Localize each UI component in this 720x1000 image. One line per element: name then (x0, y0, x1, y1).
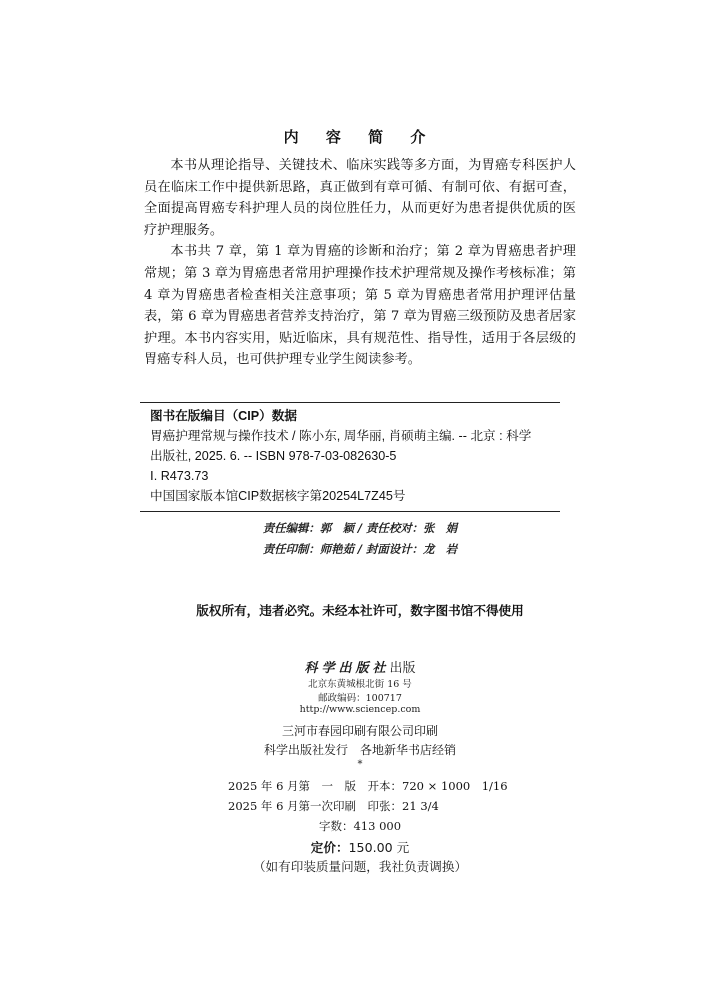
copyright-notice: 版权所有，违者必究。未经本社许可，数字图书馆不得使用 (196, 603, 524, 618)
summary-paragraph: 本书共 7 章，第 1 章为胃癌的诊断和治疗；第 2 章为胃癌患者护理常规；第 3 章为胃癌患者常用护理操作技术护理常规及操作考核标准；第 4 章为胃癌患者检查相关注意事项；第 5 章为胃癌患者常用护理评估量表，第 6 章为胃癌患者营养支持治疗，第 7 章为胃癌三级预防及患者居家护理。本书内容实用，贴近临床，具有规范性、指导性，适用于各层级的胃癌专科人员，也可供护理专业学生阅读参考。 (144, 244, 576, 368)
price-label: 定价： (310, 840, 349, 855)
cip-heading: 图书在版编目（CIP）数据 (150, 409, 297, 423)
cip-line: 中国国家版本馆CIP数据核字第20254L7Z45号 (150, 489, 406, 503)
cip-line: 胃癌护理常规与操作技术 / 陈小东, 周华丽, 肖硕萌主编. -- 北京 : 科学 (150, 429, 532, 443)
cip-line: 出版社, 2025. 6. -- ISBN 978-7-03-082630-5 (150, 449, 397, 463)
price-line (0, 837, 720, 856)
editors-block (0, 518, 720, 560)
publisher-address: 北京东黄城根北街 16 号 (308, 679, 412, 690)
edition-line: 2025 年 6 月第 一 版 开本：720 × 1000 1/16 (228, 779, 508, 793)
summary-paragraph: 本书从理论指导、关键技术、临床实践等多方面，为胃癌专科医护人员在临床工作中提供新思路，真正做到有章可循、有制可依、有据可查，全面提高胃癌专科护理人员的岗位胜任力，从而更好为患者提供优质的医疗护理服务。 (144, 158, 576, 238)
summary-body (144, 155, 576, 371)
printer-line: 三河市春园印刷有限公司印刷 (281, 724, 438, 738)
divider (140, 511, 560, 512)
quality-note: （如有印装质量问题，我社负责调换） (252, 859, 468, 874)
publisher-name: 科学出版社 (304, 661, 390, 676)
distribution-line: 科学出版社发行 各地新华书店经销 (263, 743, 456, 757)
editors-line: 责任编辑：郭 颖 / 责任校对：张 娟 (262, 521, 458, 535)
publisher-website: http://www.sciencep.com (299, 704, 421, 715)
word-count: 字数：413 000 (318, 819, 402, 833)
publisher-postcode: 邮政编码：100717 (318, 693, 402, 704)
impression-line: 2025 年 6 月第一次印刷 印张：21 3/4 (228, 799, 439, 813)
price-value: 150.00 元 (348, 840, 410, 855)
publisher-line (0, 657, 720, 676)
divider (140, 402, 560, 403)
cip-block (150, 406, 560, 506)
summary-title: 内 容 简 介 (283, 128, 437, 146)
editors-line: 责任印制：师艳茹 / 封面设计：龙 岩 (262, 542, 458, 556)
cip-line: Ⅰ. R473.73 (150, 469, 209, 483)
separator-asterisk: * (357, 759, 363, 770)
publisher-suffix: 出版 (389, 661, 416, 676)
